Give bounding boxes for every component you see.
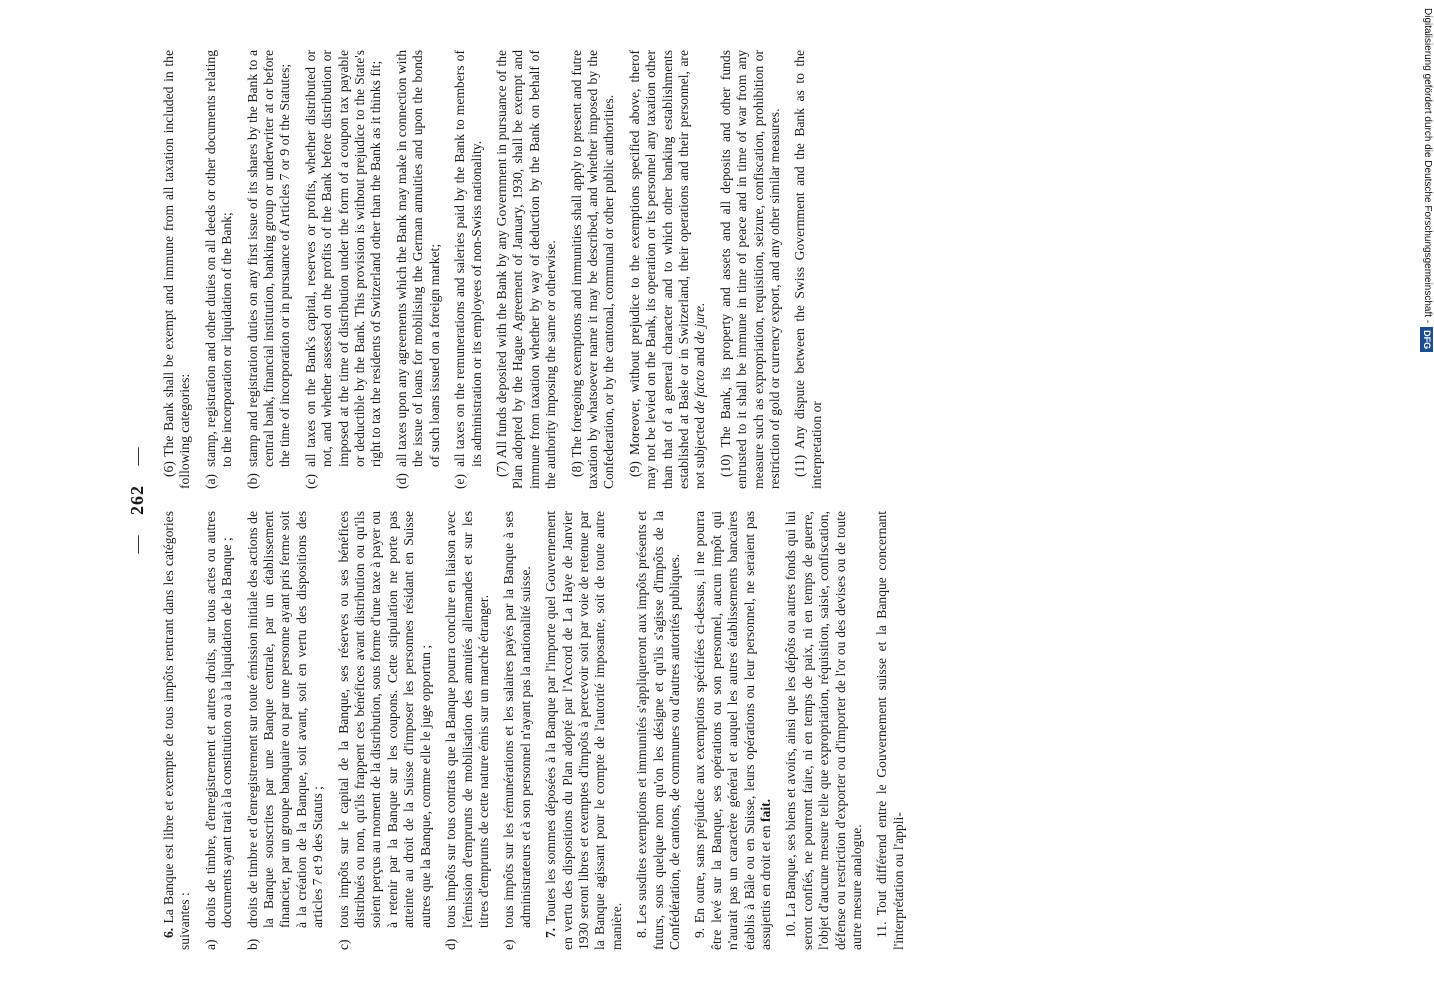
en-item-d [394, 50, 443, 489]
fr-item-e-text: tous impôts sur les rémunérations et les salaires payés par la Banque à ses administrateurs et à son personnel n'ayant pas la nationalité suisse. [501, 511, 533, 928]
en-item-a [203, 50, 236, 489]
fr-paragraph-6 [161, 511, 194, 950]
en-paragraph-10: (10) The Bank, its property and assets and all deposits and other funds entrusted to it shall be immune in time of peace and in time of war from any measure such as expropriation, requisition, seizure, confiscation, prohibition or restriction of gold or currency export, and any other similar measures. [717, 50, 782, 489]
fr-item-c-text: tous impôts sur le capital de la Banque, ses réserves ou ses bénéfices distribués ou non, qu'ils frappent ces bénéfices avant distribution ou qu'ils soient perçus au moment de la distribution, sous forme d'une taxe à payer ou à retenir par la Banque sur les coupons. Cette stipulation ne porte pas atteinte au droit de la Suisse d'imposer les personnes résidant en Suisse autres que la Banque, comme elle le juge opportun ; [335, 511, 433, 928]
fr-item-c [336, 511, 434, 950]
fr-paragraph-10: 10. La Banque, ses biens et avoirs, ainsi que les dépôts ou autres fonds qui lui seront confiés, ne pourront faire, ni en temps de paix, ni en temps de guerre, l'objet d'aucune mesure telle que expropriation, réquisition, saisie, confiscation, défense ou restriction d'exporter ou d'importer de l'or ou des devises ou de toute autre mesure analogue. [783, 511, 865, 950]
en-paragraph-7: (7) All funds deposited with the Bank by any Government in pursuance of the Plan adopted by the Hague Agreement of January, 1930, shall be exempt and immune from taxation whether by way of deduction by the Bank on behalf of the authority imposing the same or otherwise. [493, 50, 559, 489]
dfg-logo: DFG [1421, 327, 1434, 352]
fr-paragraph-11: 11. Tout différend entre le Gouvernement suisse et la Banque concernant l'interprétation ou l'appli- [874, 511, 906, 950]
en-item-a-label: (a) [202, 473, 218, 489]
en-paragraph-9 [627, 50, 709, 489]
page-number: 262 [127, 485, 147, 515]
en-p9-and: and [692, 347, 708, 367]
fr-p7-text: Toutes les sommes déposées à la Banque par l'importe quel Gouvernement en vertu des dispositions du Plan adopté par l'Accord de La Haye de Janvier 1930 seront libres et exemptes d'impôts à percevoir soit par voie de retenue par la Banque agissant pour le compte de l'autorité imposante, soit de toute autre manière. [543, 510, 624, 950]
en-paragraph-6: (6) The Bank shall be exempt and immune from all taxation included in the following categories: [161, 50, 193, 489]
fr-p6-intro: La Banque est libre et exempte de tous impôts rentrant dans les catégories suivantes : [161, 511, 193, 950]
fr-item-b-text: droits de timbre et d'enregistrement sur toute émission initiale des actions de la Banque souscrites par une Banque centrale, par un établissement financier, par un groupe banquaire ou par une personne ayant pris ferme soit à la création de la Banque, soit avant, soit en vertu des dispositions des articles 7 et 9 des Statuts ; [244, 511, 326, 928]
fr-item-e-label: e) [501, 939, 517, 950]
header-dash-left: — [127, 534, 147, 554]
fr-item-d-label: d) [443, 938, 459, 950]
page-header [117, 50, 157, 950]
en-paragraph-11: (11) Any dispute between the Swiss Government and the Bank as to the interpretation or [792, 50, 824, 489]
french-column [161, 511, 1311, 950]
fr-item-e [501, 511, 534, 950]
fr-paragraph-9 [692, 511, 774, 950]
fr-item-b [245, 511, 327, 950]
fr-item-a-label: a) [202, 939, 218, 950]
two-column-text [161, 50, 1311, 950]
fr-p9-text: 9. En outre, sans préjudice aux exemptions spécifiées ci-dessus, il ne pourra être levé sur la Banque, ses opérations ou son personnel, aucun impôt qui n'aurait pas un caractère général et auquel les autres établissements bancaires établis à Bâle ou en Suisse, leurs opérations ou leur personnel, ne seraient pas assujettis en droit et en [692, 511, 773, 950]
fr-item-a [203, 511, 236, 950]
fr-item-d [443, 511, 492, 950]
fr-p7-number: 7. [543, 927, 559, 938]
fr-item-b-label: b) [244, 938, 260, 950]
en-item-b-text: stamp and registration duties on any first issue of its shares by the Bank to a central bank, financial institution, banking group or underwriter at or before the time of incorporation or in pursuance of Articles 7 or 9 of the Statutes; [244, 50, 293, 467]
en-p9-de-jure: de jure. [692, 302, 708, 344]
digitization-notice [1418, 8, 1434, 388]
fr-item-a-text: droits de timbre, d'enregistrement et autres droits, sur tous actes ou autres documents ayant trait à la constitution ou à la liquidation de la Banque ; [202, 511, 235, 928]
en-item-b-label: (b) [244, 473, 260, 489]
fr-item-d-text: tous impôts sur tous contrats que la Banque pourra conclure en liaison avec l'émission d'emprunts de mobilisation des annuités allemandes et sur les titres d'emprunts de cette nature émis sur un marché étranger. [443, 511, 491, 928]
en-p9-de-facto: de facto [692, 370, 708, 414]
en-item-e-text: all taxes on the remunerations and saleries paid by the Bank to members of its administration or its employees of non-Swiss nationality. [452, 50, 484, 467]
english-column [161, 50, 1311, 489]
en-item-a-text: stamp, registration and other duties on all deeds or other documents relating to the incorporation or liquidation of the Bank; [202, 50, 235, 467]
en-item-c-text: all taxes on the Bank's capital, reserves or profits, whether distributed or not, and whether assessed on the profits of the Bank before distribution or imposed at the time of distribution under the form of a coupon tax payable or deductible by the Bank. This provision is without prejudice to the State's right to tax the residents of Switzerland other than the Bank as it thinks fit; [302, 50, 384, 467]
en-item-d-label: (d) [393, 473, 409, 489]
fr-p6-number: 6. [161, 927, 176, 938]
fr-item-c-label: c) [335, 939, 351, 950]
header-dash-right: — [127, 446, 147, 466]
digitization-notice-text: Digitalisierung gefördert durch die Deutsche Forschungsgemeinschaft - [1422, 8, 1433, 324]
en-item-e [452, 50, 485, 489]
fr-paragraph-8: 8. Les susdites exemptions et immunités s'appliqueront aux impôts présents et futurs, sous quelque nom qu'on les désigne et qu'ils s'agisse d'impôts de la Confédération, de cantons, de communes ou d'autres autorités publiques. [634, 511, 682, 950]
en-item-c-label: (c) [302, 473, 318, 489]
en-item-c [303, 50, 385, 489]
en-item-b [245, 50, 294, 489]
en-item-e-label: (e) [452, 473, 468, 489]
rotated-page-content [117, 50, 1317, 950]
fr-p9-end: fait. [758, 798, 773, 822]
en-paragraph-8: (8) The foregoing exemptions and immunities shall apply to present and futre taxation by whatsoever name it may be described, and whether imposed by the Confederation, or by the cantonal, communal or other public authorities. [568, 50, 617, 489]
en-item-d-text: all taxes upon any agreements which the Bank may make in connection with the issue of loans for mobilising the German annuities and upon the bonds of such loans issued on a foreign market; [393, 50, 442, 467]
en-p9-text: (9) Moreover, without prejudice to the exemptions specified above, therof may not be levied on the Bank, its operation or its personnel any taxation other than that of a general character and to which other banking establishments established at Basle or in Switzerland, their operations and their personnel, are not subjected [626, 50, 708, 489]
fr-paragraph-7 [543, 511, 625, 950]
